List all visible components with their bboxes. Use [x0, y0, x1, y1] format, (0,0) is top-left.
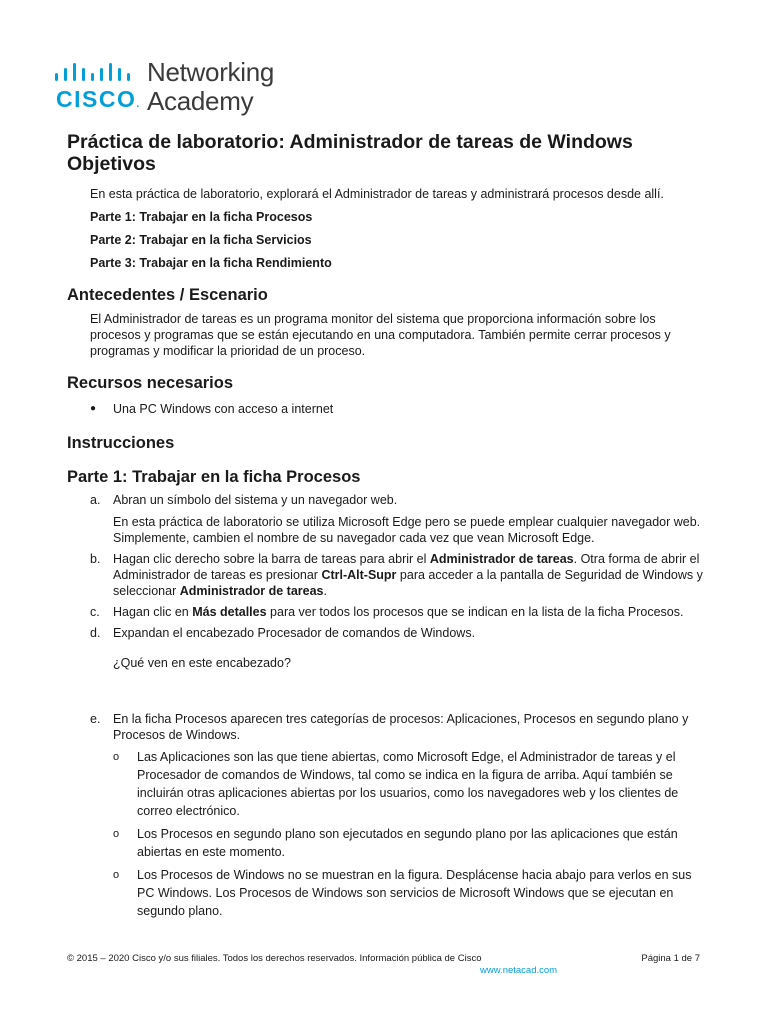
part1-heading: Parte 1: Trabajar en la ficha Procesos — [67, 468, 361, 486]
logo-academy-text: Academy — [147, 86, 254, 116]
cisco-bars-icon — [54, 62, 140, 84]
step-b: b. Hagan clic derecho sobre la barra de tareas para abrir el Administrador de tareas. Otra forma de abrir el Administrador de tareas es presionar Ctrl-Alt-Supr para acceder a la pantalla de Seguridad de Windows y seleccionar Administrador de tareas. — [90, 552, 703, 598]
step-c: c. Hagan clic en Más detalles para ver todos los procesos que se indican en la lista de la ficha Procesos. — [90, 605, 684, 619]
footer-copyright: © 2015 – 2020 Cisco y/o sus filiales. Todos los derechos reservados. Información pública de Cisco — [67, 953, 482, 964]
process-category-item: o Las Aplicaciones son las que tiene abiertas, como Microsoft Edge, el Administrador de tareas y el Procesador de comandos de Windows, tal como se indica en la figura de arriba. Aquí también se incluirán otras aplicaciones abiertas por los usuarios, como los navegadores web y los clientes de correo electrónico. — [113, 750, 679, 818]
process-category-item: o Los Procesos de Windows no se muestran en la figura. Desplácense hacia abajo para verlos en sus PC Windows. Los Procesos de Windows son servicios de Microsoft Windows que se ejecutan en segundo plano. — [113, 868, 692, 918]
resources-heading: Recursos necesarios — [67, 374, 234, 392]
document-body — [67, 131, 707, 920]
page-title: Práctica de laboratorio: Administrador de tareas de Windows Objetivos — [67, 131, 633, 175]
step-a-note: En esta práctica de laboratorio se utiliza Microsoft Edge pero se puede emplear cualquier navegador web. Simplemente, cambien el nombre de su navegador cada vez que vean Microsoft Edge. — [113, 515, 701, 545]
background-heading: Antecedentes / Escenario — [67, 286, 268, 304]
netacad-link[interactable]: www.netacad.com — [480, 965, 558, 976]
intro-text: En esta práctica de laboratorio, explorará el Administrador de tareas y administrará procesos desde allí. — [90, 187, 664, 201]
bullet-icon: ● — [90, 403, 97, 414]
step-d: d. Expandan el encabezado Procesador de comandos de Windows. ¿Qué ven en este encabezado? — [67, 625, 707, 671]
background-text: El Administrador de tareas es un programa monitor del sistema que proporciona información sobre los procesos y programas que se están ejecutando en una computadora. También permite cerrar procesos y programas y modificar la prioridad de un proceso. — [90, 312, 671, 358]
part1-steps — [67, 492, 707, 920]
objective-part-1: Parte 1: Trabajar en la ficha Procesos — [90, 210, 313, 224]
circle-bullet-icon: o — [113, 869, 120, 881]
step-d-question: ¿Qué ven en este encabezado? — [113, 656, 291, 670]
circle-bullet-icon: o — [113, 828, 120, 840]
logo-networking-text: Networking — [147, 57, 275, 87]
instructions-heading: Instrucciones — [67, 434, 175, 452]
circle-bullet-icon: o — [113, 751, 120, 763]
page-number: Página 1 de 7 — [641, 953, 700, 964]
step-e: e. En la ficha Procesos aparecen tres categorías de procesos: Aplicaciones, Procesos en segundo plano y Procesos de Windows. o Las Aplicaciones son las que tiene abiertas, como Microsoft Edge, el Administrador de tareas y el Procesador de comandos de Windows, tal como se indica en la figura de arriba. Aquí también se incluirán otras aplicaciones abiertas por los usuarios, como los navegadores web y los clientes de correo electrónico. o Los Procesos en segundo plano son ejecutados en segundo plano por las aplicaciones que están abiertas en este momento. o Los Procesos de Windows no se muestran en la figura. Desplácense hacia abajo para verlos en sus PC Windows. Los Procesos de Windows son servicios de Microsoft Windows que se ejecutan en segundo plano. — [67, 711, 707, 920]
cisco-wordmark: CISCO. — [56, 86, 140, 112]
objective-part-3: Parte 3: Trabajar en la ficha Rendimiento — [90, 256, 332, 270]
process-category-item: o Los Procesos en segundo plano son ejecutados en segundo plano por las aplicaciones que están abiertas en este momento. — [113, 827, 678, 859]
step-a: a. Abran un símbolo del sistema y un navegador web. En esta práctica de laboratorio se utiliza Microsoft Edge pero se puede emplear cualquier navegador web. Simplemente, cambien el nombre de su navegador cada vez que vean Microsoft Edge. — [67, 492, 707, 546]
resource-item: ● Una PC Windows con acceso a internet — [90, 402, 334, 416]
objective-part-2: Parte 2: Trabajar en la ficha Servicios — [90, 233, 312, 247]
objectives-section — [90, 186, 707, 271]
networking-academy-logo — [54, 58, 314, 116]
